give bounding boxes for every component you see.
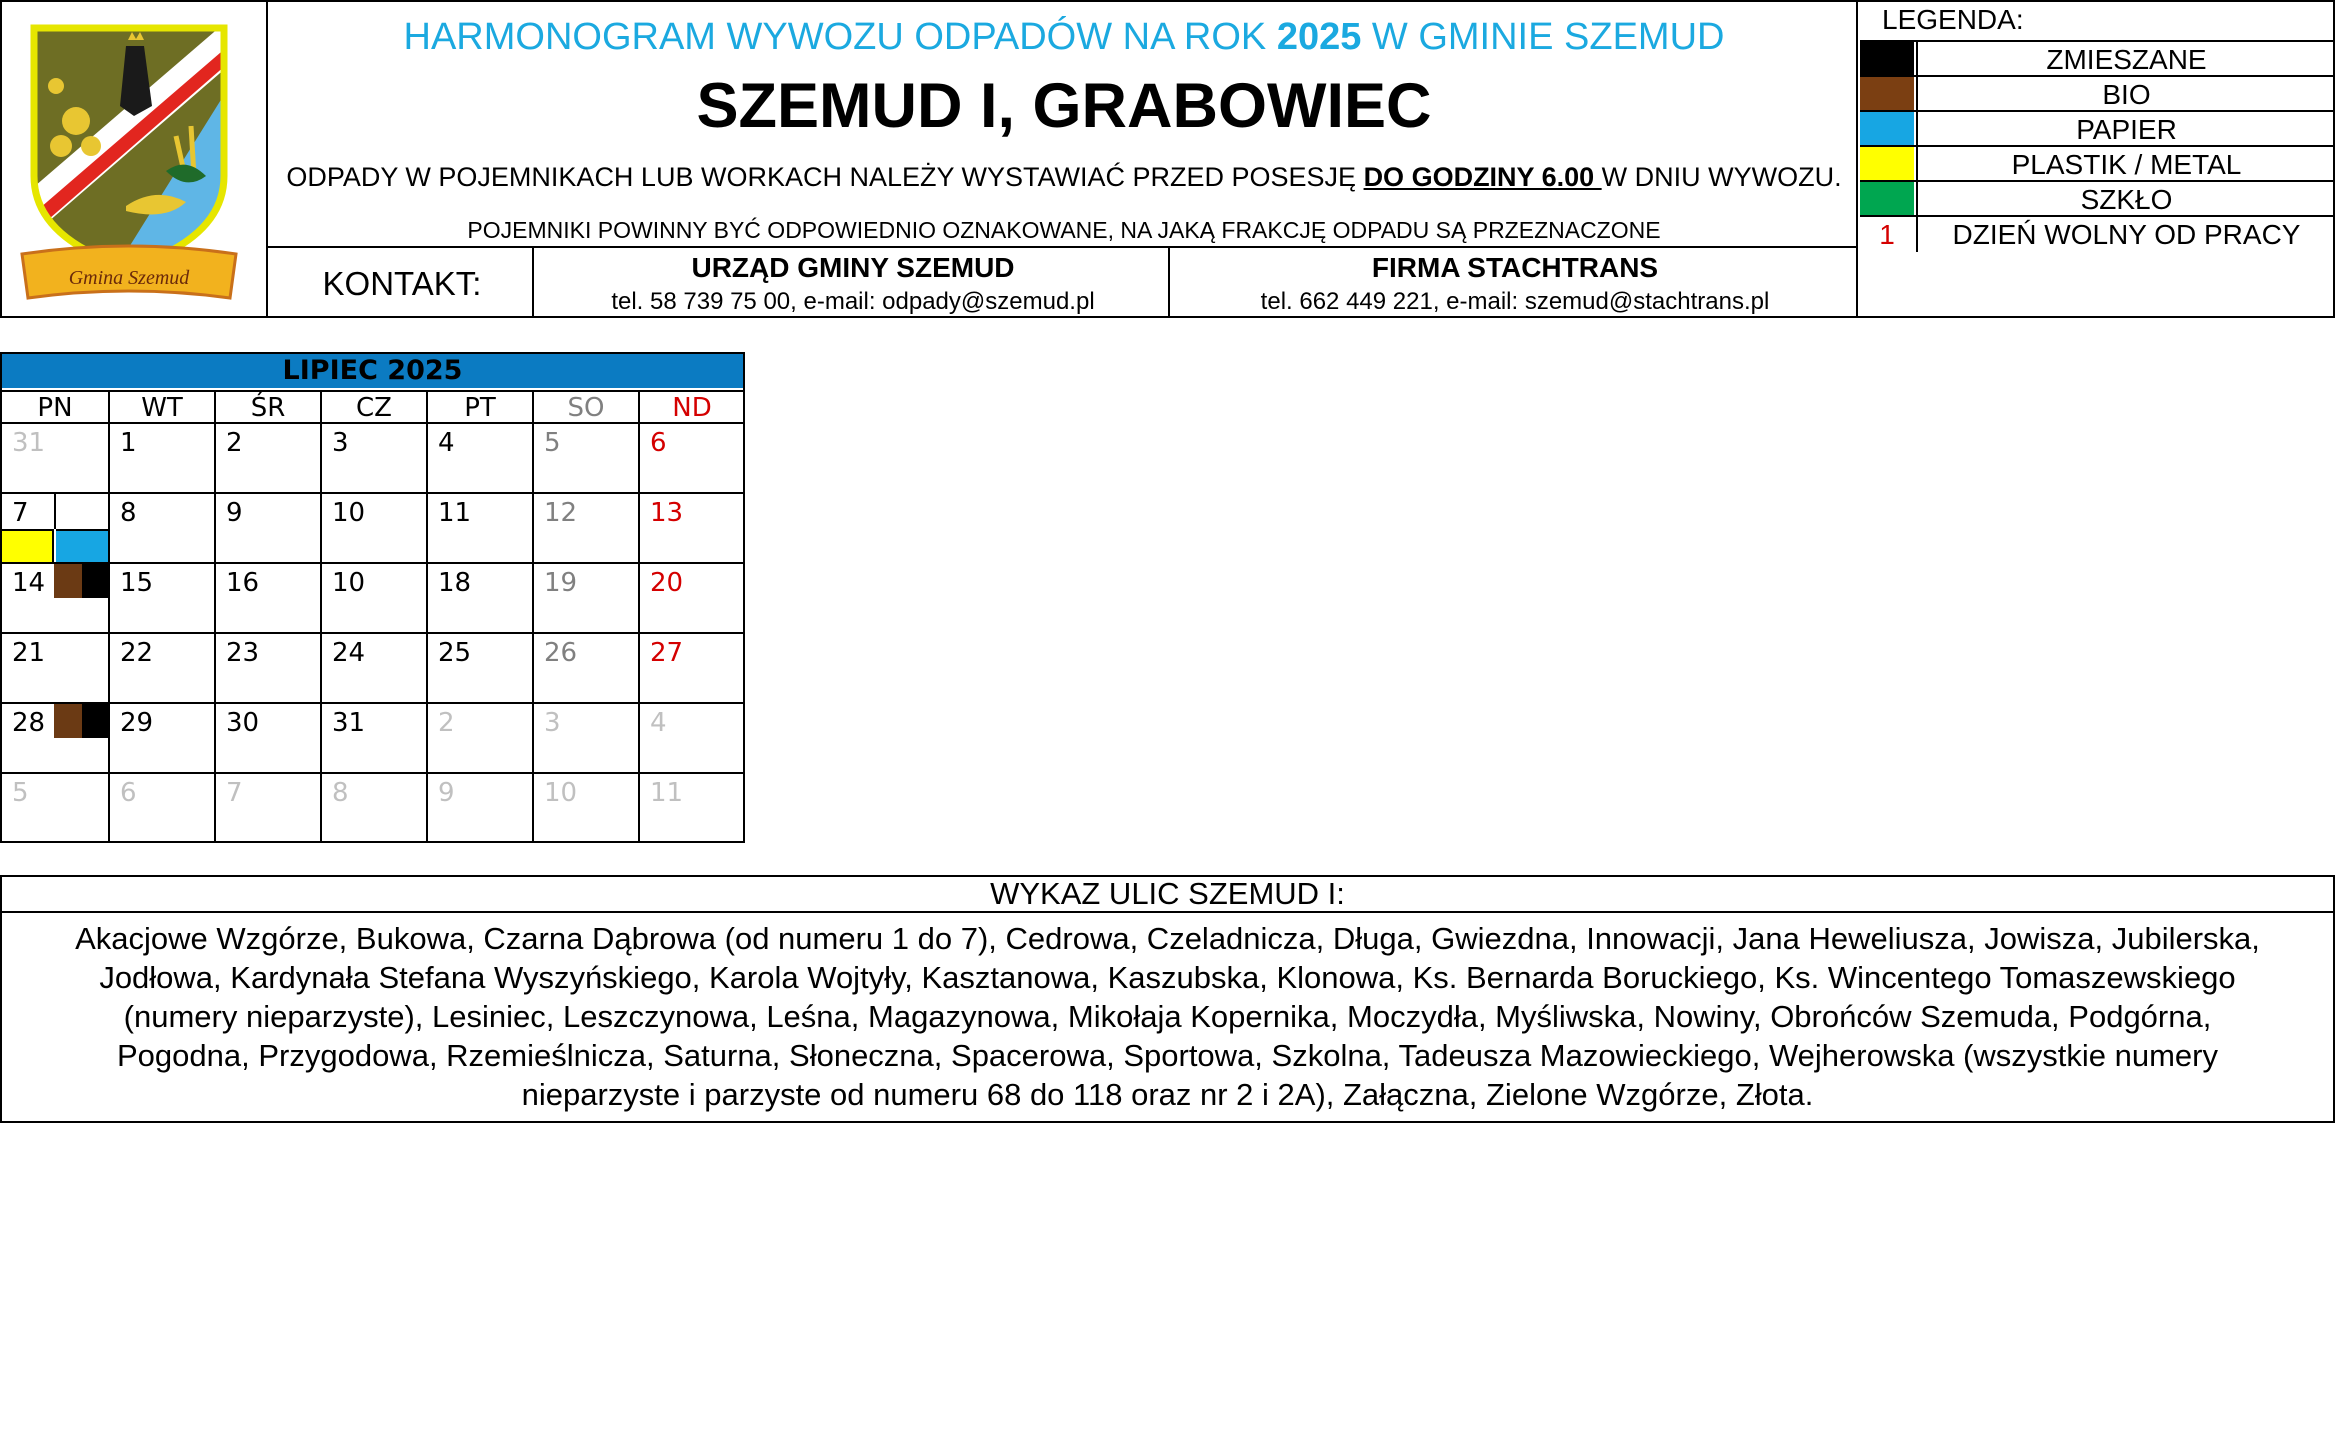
legend-title: LEGENDA: [1882, 4, 2024, 35]
day-number: 5 [544, 428, 561, 458]
legend-swatch [1860, 147, 1914, 182]
bio-collection-marker [54, 704, 82, 738]
day-number: 4 [650, 708, 667, 738]
calendar-day [108, 562, 214, 632]
plastik-collection-marker [2, 529, 54, 562]
day-number: 16 [226, 568, 260, 598]
day-number: 6 [650, 428, 667, 458]
day-number: 22 [120, 638, 154, 668]
day-number: 30 [226, 708, 260, 738]
day-number: 11 [438, 498, 472, 528]
calendar-july-2025 [0, 352, 745, 843]
calendar-day [214, 772, 320, 842]
calendar-day [426, 422, 532, 492]
calendar-day [320, 422, 426, 492]
bio-collection-marker [54, 564, 82, 598]
day-number: 23 [226, 638, 260, 668]
calendar-day [426, 562, 532, 632]
legend-item [1860, 110, 2335, 145]
papier-collection-marker [56, 529, 108, 562]
calendar-day [214, 422, 320, 492]
header-panel [0, 0, 2335, 318]
day-number: 9 [438, 778, 455, 808]
coat-of-arms-logo [16, 6, 242, 316]
day-number: 13 [650, 498, 684, 528]
calendar-day [2, 772, 108, 842]
cell-divider [54, 494, 56, 529]
day-number: 27 [650, 638, 684, 668]
day-number: 10 [332, 498, 366, 528]
calendar-day [532, 702, 638, 772]
street-list-panel [0, 875, 2335, 1123]
calendar-day [532, 492, 638, 562]
calendar-day [108, 772, 214, 842]
legend-item [1860, 40, 2335, 75]
calendar-day [2, 702, 108, 772]
legend-item [1860, 75, 2335, 110]
day-number: 26 [544, 638, 578, 668]
calendar-day [2, 422, 108, 492]
day-number: 21 [12, 638, 46, 668]
calendar-day [108, 492, 214, 562]
legend-swatch [1860, 77, 1914, 112]
calendar-day [2, 492, 108, 562]
calendar-day [214, 562, 320, 632]
weekday-header: ND [638, 390, 744, 422]
weekday-header: CZ [320, 390, 426, 422]
calendar-day [532, 772, 638, 842]
day-number: 11 [650, 778, 684, 808]
day-number: 1 [120, 428, 137, 458]
legend-swatch [1860, 112, 1914, 147]
day-number: 10 [332, 568, 366, 598]
calendar-day [2, 562, 108, 632]
day-number: 29 [120, 708, 154, 738]
calendar-day [638, 422, 744, 492]
day-number: 18 [438, 568, 472, 598]
legend-label: SZKŁO [1916, 182, 2335, 217]
day-number: 31 [332, 708, 366, 738]
day-number: 12 [544, 498, 578, 528]
calendar-day [638, 562, 744, 632]
legend-item [1860, 180, 2335, 215]
divider [266, 2, 268, 316]
weekday-header: WT [108, 390, 214, 422]
office-contact [536, 250, 1170, 318]
calendar-day [426, 492, 532, 562]
calendar-day [2, 632, 108, 702]
contact-label: KONTAKT: [322, 265, 482, 302]
day-number: 15 [120, 568, 154, 598]
calendar-day [638, 702, 744, 772]
day-number: 7 [12, 498, 29, 528]
legend-label: ZMIESZANE [1916, 42, 2335, 77]
legend-item-holiday [1860, 215, 2335, 250]
calendar-title: LIPIEC 2025 [2, 354, 743, 388]
calendar-day [638, 772, 744, 842]
day-number: 20 [650, 568, 684, 598]
calendar-day [426, 632, 532, 702]
day-number: 31 [12, 428, 46, 458]
calendar-day [320, 702, 426, 772]
day-number: 2 [226, 428, 243, 458]
day-number: 25 [438, 638, 472, 668]
calendar-day [214, 632, 320, 702]
calendar-day [320, 632, 426, 702]
day-number: 9 [226, 498, 243, 528]
schedule-title: HARMONOGRAM WYWOZU ODPADÓW NA ROK 2025 W GMINIE SZEMUD [403, 16, 1725, 58]
calendar-day [638, 632, 744, 702]
weekday-header: SO [532, 390, 638, 422]
legend-label: PAPIER [1916, 112, 2335, 147]
office-name: URZĄD GMINY SZEMUD [691, 252, 1015, 283]
day-number: 28 [12, 708, 46, 738]
labeling-notice: POJEMNIKI POWINNY BYĆ ODPOWIEDNIO OZNAKOWANE, NA JAKĄ FRAKCJĘ ODPADU SĄ PRZEZNACZONE [467, 217, 1661, 243]
logo-ribbon-text: Gmina Szemud [68, 267, 190, 289]
calendar-day [320, 772, 426, 842]
calendar-day [320, 562, 426, 632]
office-info: tel. 58 739 75 00, e-mail: odpady@szemud.pl [611, 288, 1095, 315]
weekday-header: PN [2, 390, 108, 422]
calendar-day [532, 562, 638, 632]
company-contact [1172, 250, 1858, 318]
company-name: FIRMA STACHTRANS [1371, 252, 1659, 283]
day-number: 4 [438, 428, 455, 458]
day-number: 2 [438, 708, 455, 738]
day-number: 7 [226, 778, 243, 808]
legend-label: PLASTIK / METAL [1916, 147, 2335, 182]
divider [2, 911, 2333, 913]
day-number: 3 [544, 708, 561, 738]
calendar-day [108, 422, 214, 492]
calendar-day [320, 492, 426, 562]
day-number: 19 [544, 568, 578, 598]
legend-label: DZIEŃ WOLNY OD PRACY [1916, 217, 2335, 252]
legend-swatch [1860, 42, 1914, 77]
day-number: 14 [12, 568, 46, 598]
legend-item [1860, 145, 2335, 180]
day-number: 8 [120, 498, 137, 528]
day-number: 5 [12, 778, 29, 808]
street-list: Akacjowe Wzgórze, Bukowa, Czarna Dąbrowa (od numeru 1 do 7), Cedrowa, Czeladnicza, Długa, Gwiezdna, Innowacji, Jana Heweliusza, Jowisza, Jubilerska, Jodłowa, Kardynała Stefana Wyszyńskiego, Karola Wojtyły, Kasztanowa, Kaszubska, Klonowa, Ks. Bernarda Boruckiego, Ks. Wincentego Tomaszewskiego (numery nieparzyste), Lesiniec, Leszczynowa, Leśna, Magazynowa, Mikołaja Kopernika, Moczydła, Myśliwska, Nowiny, Obrońców Szemuda, Podgórna, Pogodna, Przygodowa, Rzemieślnicza, Saturna, Słoneczna, Spacerowa, Sportowa, Szkolna, Tadeusza Mazowieckiego, Wejherowska (wszystkie numery nieparzyste i parzyste od numeru 68 do 118 oraz nr 2 i 2A), Załączna, Zielone Wzgórze, Złota. [75, 921, 2260, 1112]
day-number: 10 [544, 778, 578, 808]
divider [266, 246, 1858, 248]
street-list-title: WYKAZ ULIC SZEMUD I: [990, 876, 1345, 911]
calendar-day [532, 632, 638, 702]
calendar-day [214, 702, 320, 772]
calendar-day [426, 772, 532, 842]
holiday-marker: 1 [1879, 219, 1895, 250]
legend-swatch [1860, 182, 1914, 217]
day-number: 8 [332, 778, 349, 808]
day-number: 3 [332, 428, 349, 458]
company-info: tel. 662 449 221, e-mail: szemud@stachtrans.pl [1260, 288, 1770, 315]
zmieszane-collection-marker [82, 564, 108, 598]
calendar-day [638, 492, 744, 562]
calendar-day [214, 492, 320, 562]
calendar-day [108, 702, 214, 772]
weekday-header: PT [426, 390, 532, 422]
weekday-header: ŚR [214, 390, 320, 422]
day-number: 6 [120, 778, 137, 808]
legend-label: BIO [1916, 77, 2335, 112]
calendar-day [532, 422, 638, 492]
location-title: SZEMUD I, GRABOWIEC [696, 71, 1432, 141]
calendar-day [426, 702, 532, 772]
day-number: 24 [332, 638, 366, 668]
zmieszane-collection-marker [82, 704, 108, 738]
collection-notice: ODPADY W POJEMNIKACH LUB WORKACH NALEŻY WYSTAWIAĆ PRZED POSESJĘ DO GODZINY 6.00 W DNIU WYWOZU. [286, 162, 1842, 192]
calendar-day [108, 632, 214, 702]
